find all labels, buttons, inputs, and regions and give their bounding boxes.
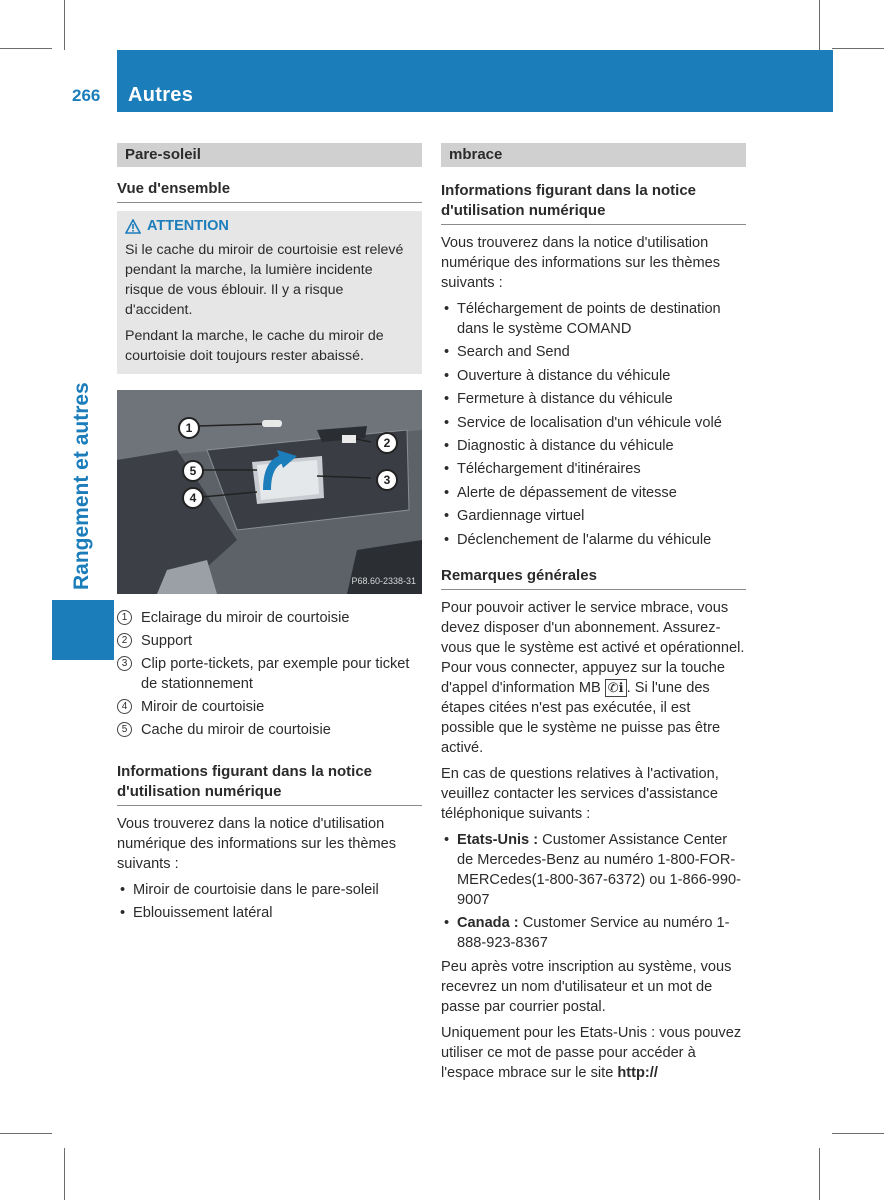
list-item: • Gardiennage virtuel xyxy=(441,506,746,526)
paragraph-text: Uniquement pour les Etats-Unis : vous pouvez utiliser ce mot de passe pour accéder à l'espace mbrace sur le site xyxy=(441,1024,742,1081)
legend-text: Support xyxy=(141,633,193,649)
list-item: • Miroir de courtoisie dans le pare-soleil xyxy=(117,880,422,900)
legend-number: 3 xyxy=(117,656,132,671)
list-item: • Service de localisation d'un véhicule volé xyxy=(441,413,746,433)
page-number: 266 xyxy=(72,86,101,105)
body-paragraph: En cas de questions relatives à l'activation, veuillez contacter les services d'assistance téléphonique suivants : xyxy=(441,765,719,822)
sun-visor-figure xyxy=(117,390,422,594)
warning-paragraph: Pendant la marche, le cache du miroir de courtoisie doit toujours rester abaissé. xyxy=(125,328,384,364)
callout-5: 5 xyxy=(182,460,204,482)
list-item: • Alerte de dépassement de vitesse xyxy=(441,483,746,503)
body-paragraph xyxy=(441,598,746,758)
legend-text: Cache du miroir de courtoisie xyxy=(141,722,331,738)
intro-paragraph: Vous trouverez dans la notice d'utilisation numérique des informations sur les thèmes suivants : xyxy=(117,816,397,872)
legend-number: 5 xyxy=(117,722,132,737)
header-bar xyxy=(117,50,833,112)
paragraph-text: . Si l'une des étapes citées n'est pas exécutée, il est possible que le système ne puisse pas être activé. xyxy=(441,679,721,756)
side-chapter-title: Rangement et autres xyxy=(70,382,93,590)
subhead-digital-manual: Informations figurant dans la notice d'utilisation numérique xyxy=(441,181,746,225)
legend-text: Miroir de courtoisie xyxy=(141,699,265,715)
subhead-digital-manual: Informations figurant dans la notice d'utilisation numérique xyxy=(117,762,422,806)
legend-item xyxy=(117,697,422,717)
legend-item xyxy=(117,720,422,740)
warning-title xyxy=(125,216,414,236)
callout-4: 4 xyxy=(182,487,204,509)
list-item: • Fermeture à distance du véhicule xyxy=(441,389,746,409)
crop-mark xyxy=(0,48,52,49)
subhead-overview: Vue d'ensemble xyxy=(117,179,422,203)
crop-mark xyxy=(64,0,65,50)
topic-list xyxy=(117,880,422,923)
contact-text: Customer Service au numéro 1-888-923-8367 xyxy=(457,914,730,951)
left-column xyxy=(117,143,422,927)
legend-item xyxy=(117,608,422,628)
body-paragraph xyxy=(441,1023,746,1083)
subhead-general-remarks: Remarques générales xyxy=(441,566,746,590)
legend-item xyxy=(117,631,422,651)
contact-list xyxy=(441,830,746,953)
body-paragraph: Peu après votre inscription au système, vous recevrez un nom d'utilisateur et un mot de passe par courrier postal. xyxy=(441,958,732,1015)
right-column xyxy=(441,143,746,1089)
callout-3: 3 xyxy=(376,469,398,491)
contact-text: Customer Assistance Center de Mercedes-Benz au numéro 1-800-FOR-MERCedes(1-800-367-6372) ou 1-866-990-9007 xyxy=(457,831,741,908)
figure-reference-code: P68.60-2338-31 xyxy=(351,576,416,586)
warning-triangle-icon xyxy=(125,219,141,234)
list-item: • Téléchargement de points de destination dans le système COMAND xyxy=(441,299,746,339)
legend-number: 2 xyxy=(117,633,132,648)
callout-1: 1 xyxy=(178,417,200,439)
legend-text: Clip porte-tickets, par exemple pour ticket de stationnement xyxy=(141,656,410,692)
crop-mark xyxy=(819,0,820,50)
legend-text: Eclairage du miroir de courtoisie xyxy=(141,610,350,626)
warning-box xyxy=(117,211,422,374)
crop-mark xyxy=(64,1148,65,1200)
warning-title-text: ATTENTION xyxy=(147,218,229,234)
page-title: Autres xyxy=(128,84,194,106)
contact-region: Canada : xyxy=(457,914,519,931)
sun-visor-illustration xyxy=(117,390,422,594)
list-item: • Déclenchement de l'alarme du véhicule xyxy=(441,530,746,550)
figure-legend xyxy=(117,608,422,740)
mb-info-call-key: ✆ℹ xyxy=(605,679,627,697)
legend-number: 1 xyxy=(117,610,132,625)
contact-item xyxy=(441,913,746,953)
crop-mark xyxy=(0,1133,52,1134)
paragraph-text: Pour pouvoir activer le service mbrace, vous devez disposer d'un abonnement. Assurez-vous que le système est activé et opérationnel. Pour vous connecter, appuyez sur la touche d'appel d'information MB xyxy=(441,599,745,696)
contact-item xyxy=(441,830,746,910)
list-item: • Ouverture à distance du véhicule xyxy=(441,366,746,386)
contact-region: Etats-Unis : xyxy=(457,831,539,848)
section-title-mbrace: mbrace xyxy=(441,143,746,167)
legend-number: 4 xyxy=(117,699,132,714)
side-tab-marker xyxy=(52,600,114,660)
intro-paragraph: Vous trouverez dans la notice d'utilisation numérique des informations sur les thèmes suivants : xyxy=(441,235,721,291)
crop-mark xyxy=(819,1148,820,1200)
crop-mark xyxy=(832,48,884,49)
list-item: • Search and Send xyxy=(441,342,746,362)
website-link[interactable]: http:// xyxy=(617,1064,658,1081)
legend-item xyxy=(117,654,422,694)
warning-paragraph: Si le cache du miroir de courtoisie est relevé pendant la marche, la lumière incidente risque de vous éblouir. Il y a risque d'accident. xyxy=(125,242,404,318)
section-title-pare-soleil: Pare-soleil xyxy=(117,143,422,167)
list-item: • Eblouissement latéral xyxy=(117,903,422,923)
topic-list xyxy=(441,299,746,550)
crop-mark xyxy=(832,1133,884,1134)
list-item: • Diagnostic à distance du véhicule xyxy=(441,436,746,456)
callout-2: 2 xyxy=(376,432,398,454)
list-item: • Téléchargement d'itinéraires xyxy=(441,459,746,479)
